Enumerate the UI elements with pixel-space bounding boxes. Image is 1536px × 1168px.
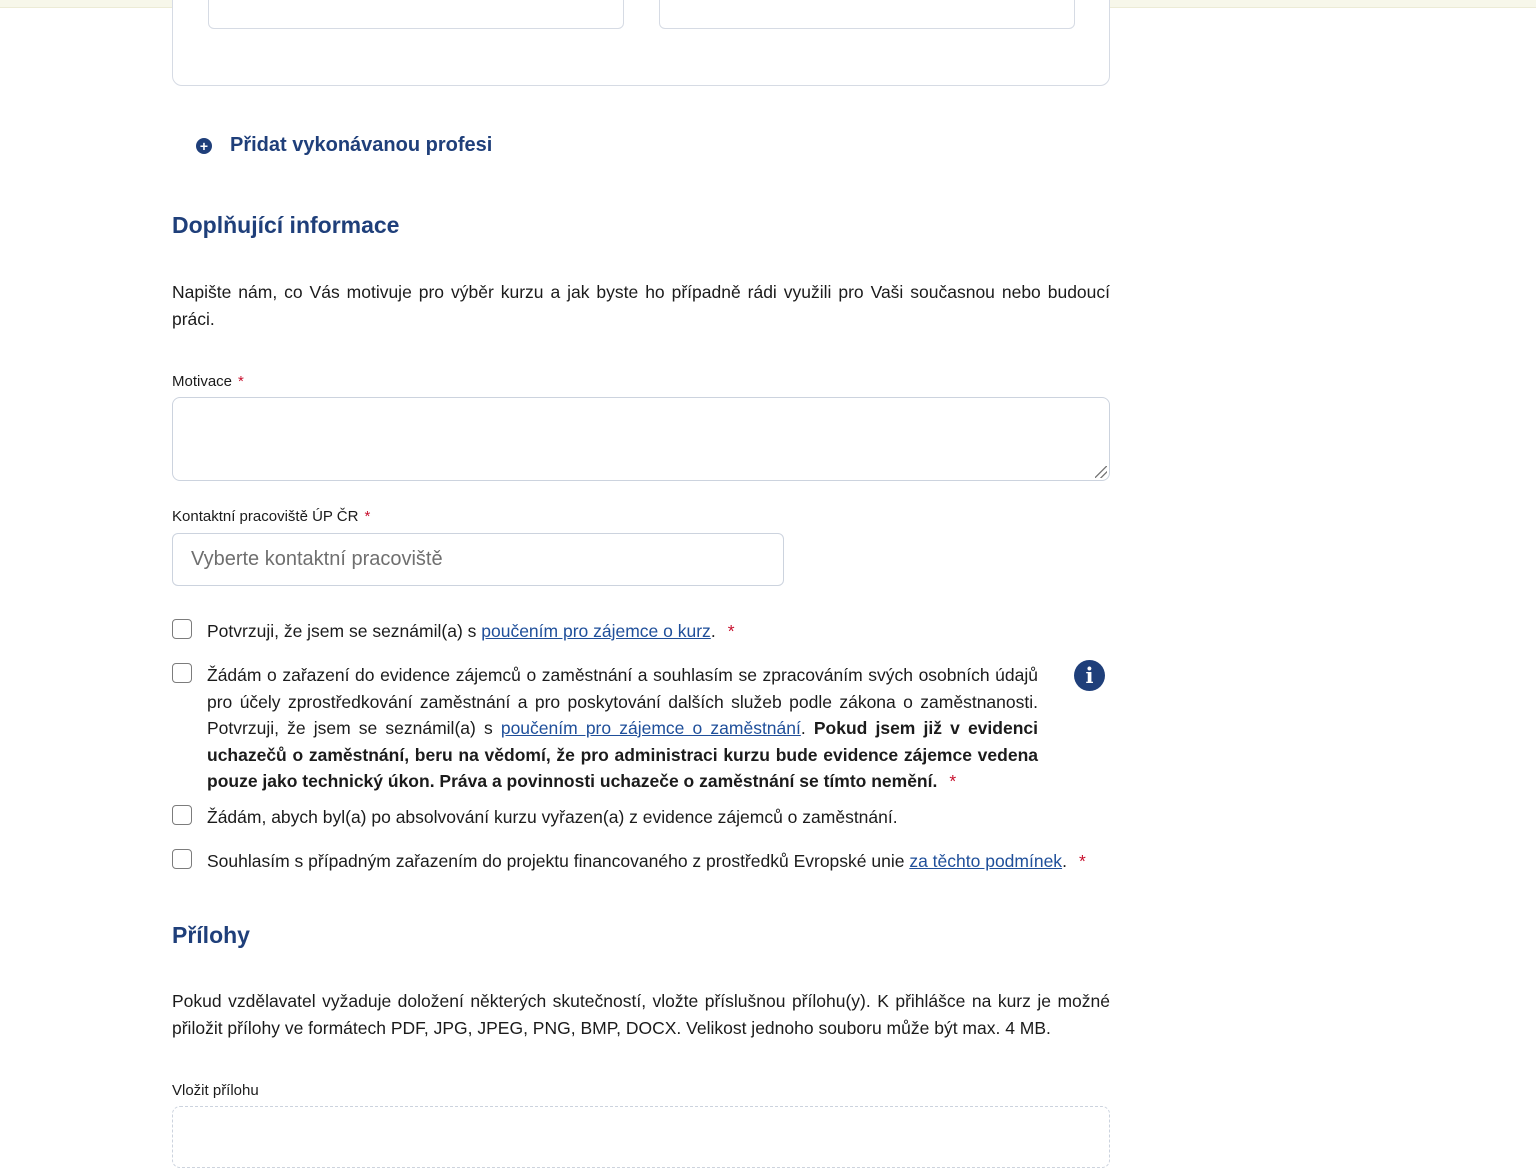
additional-info-description: Napište nám, co Vás motivuje pro výběr kurzu a jak byste ho případně rádi využili pro Vaši současnou nebo budoucí práci. [172,282,1110,329]
consent-eu-text-start: Souhlasím s případným zařazením do projektu financovaného z prostředků Evropské unie [207,851,910,871]
consent-employment-text-mid: . [800,718,814,738]
workplace-placeholder: Vyberte kontaktní pracoviště [191,548,443,570]
upload-label: Vložit přílohu [172,1082,259,1099]
required-mark: * [364,508,371,525]
consent-course-text [207,618,735,645]
consent-course-row [172,618,735,645]
attachments-heading: Přílohy [172,922,250,948]
profession-field-right[interactable] [659,0,1075,29]
consent-course-checkbox[interactable] [172,619,192,639]
required-mark: * [949,771,957,791]
motivation-textarea[interactable] [172,397,1110,481]
motivation-label [172,373,244,390]
employment-instructions-link[interactable]: poučením pro zájemce o zaměstnání [500,718,801,738]
required-mark: * [1078,851,1086,871]
consent-removal-checkbox[interactable] [172,805,192,825]
plus-circle-icon: + [196,138,212,154]
consent-eu-text-end: . [1062,851,1067,871]
consent-employment-text [207,662,1038,795]
profession-card [172,0,1110,86]
required-mark: * [727,621,735,641]
required-mark: * [238,373,244,390]
consent-eu-row [172,848,1086,875]
workplace-label-text: Kontaktní pracoviště ÚP ČR [172,508,359,525]
consent-course-text-end: . [710,621,716,641]
upload-dropzone[interactable] [172,1106,1110,1168]
eu-conditions-link[interactable]: za těchto podmínek [909,851,1063,871]
profession-field-left[interactable] [208,0,624,29]
attachments-description: Pokud vzdělavatel vyžaduje doložení některých skutečností, vložte příslušnou přílohu(y). K přihlášce na kurz je možné přiložit přílohy ve formátech PDF, JPG, JPEG, PNG, BMP, DOCX. Velikost jednoho souboru může být max. 4 MB. [172,991,1110,1038]
workplace-select[interactable] [172,533,784,586]
additional-info-heading: Doplňující informace [172,212,400,238]
consent-employment-row [172,662,1038,795]
consent-eu-checkbox[interactable] [172,849,192,869]
consent-employment-bold-note: Pokud jsem již v evidenci uchazečů o zaměstnání, beru na vědomí, že pro administraci kurzu bude evidence zájemce vedena pouze jako technický úkon. Práva a povinnosti uchazeče o zaměstnání se tímto nemění. [207,718,1038,791]
course-instructions-link[interactable]: poučením pro zájemce o kurz [481,621,711,641]
consent-course-text-start: Potvrzuji, že jsem se seznámil(a) s [207,621,482,641]
consent-eu-text [207,848,1086,875]
consent-removal-row [172,804,898,831]
info-circle-icon[interactable]: i [1074,660,1105,691]
resize-handle-icon[interactable] [1095,466,1107,478]
motivation-label-text: Motivace [172,373,233,390]
workplace-label [172,508,370,525]
add-profession-button[interactable] [196,134,492,157]
consent-employment-text-start: Žádám o zařazení do evidence zájemců o zaměstnání a souhlasím se zpracováním svých osobních údajů pro účely zprostředkování zaměstnání a pro poskytování dalších služeb podle zákona o zaměstnanosti. Potvrzuji, že jsem se seznámil(a) s [207,665,1038,738]
consent-removal-text: Žádám, abych byl(a) po absolvování kurzu vyřazen(a) z evidence zájemců o zaměstnání. [207,807,898,827]
consent-employment-checkbox[interactable] [172,663,192,683]
add-profession-label: Přidat vykonávanou profesi [230,134,493,156]
